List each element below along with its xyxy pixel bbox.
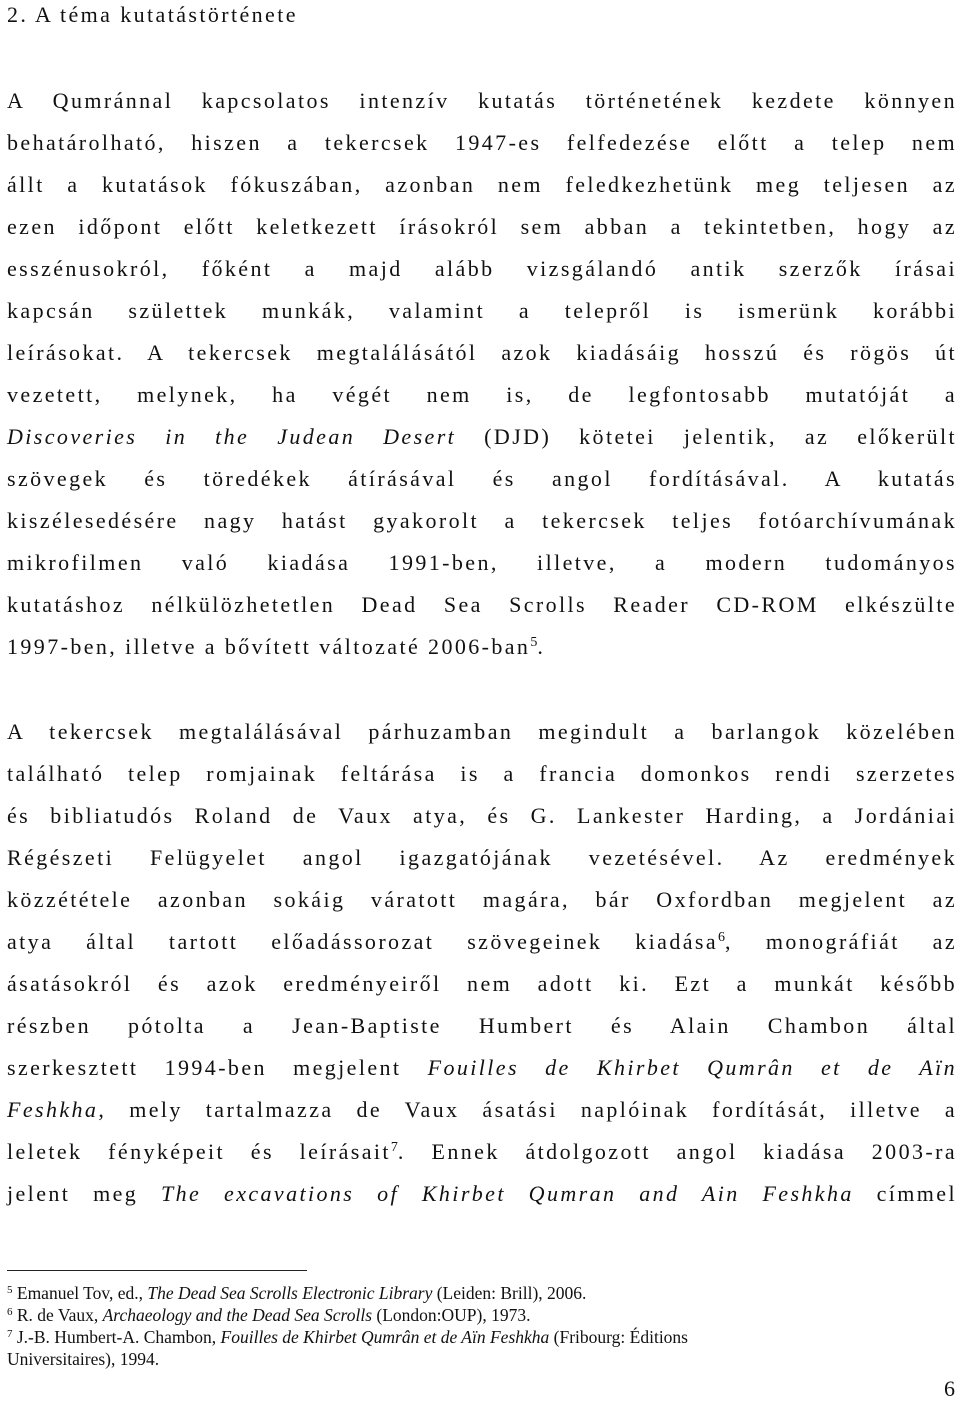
paragraph-2 bbox=[7, 711, 957, 1215]
text-run: szerkesztett 1994-ben megjelent bbox=[7, 1055, 428, 1080]
italic-title: Discoveries in the Judean Desert bbox=[7, 424, 457, 449]
text-line: mikrofilmen való kiadása 1991-ben, illetve, a modern tudományos bbox=[7, 550, 957, 575]
text-run: jelent meg bbox=[7, 1181, 161, 1206]
text-run: atya által tartott előadássorozat szövegeinek kiadása bbox=[7, 929, 719, 954]
text-line bbox=[7, 1089, 957, 1131]
text-run: (Leiden: Brill), 2006. bbox=[432, 1283, 587, 1303]
text-line: A Qumránnal kapcsolatos intenzív kutatás történetének kezdete könnyen bbox=[7, 88, 957, 113]
text-line bbox=[7, 626, 957, 668]
text-run: , mely tartalmazza de Vaux ásatási naplóinak fordítását, illetve a bbox=[98, 1097, 957, 1122]
text-run: (DJD) kötetei jelentik, az előkerült bbox=[456, 424, 957, 449]
text-line bbox=[7, 1047, 957, 1089]
italic-title: Feshkha bbox=[7, 1097, 99, 1122]
footnote-ref: 7 bbox=[390, 1140, 398, 1155]
text-line: található telep romjainak feltárása is a francia domonkos rendi szerzetes bbox=[7, 761, 957, 786]
text-line: esszénusokról, főként a majd alább vizsgálandó antik szerzők írásai bbox=[7, 256, 957, 281]
page-number: 6 bbox=[944, 1376, 955, 1401]
text-run: R. de Vaux, bbox=[12, 1305, 103, 1325]
text-line: részben pótolta a Jean-Baptiste Humbert és Alain Chambon által bbox=[7, 1013, 957, 1038]
text-run: (London:OUP), 1973. bbox=[372, 1305, 531, 1325]
footnote bbox=[7, 1326, 957, 1348]
footnote-number: 6 bbox=[7, 1306, 13, 1318]
text-line bbox=[7, 921, 957, 963]
text-line: leírásokat. A tekercsek megtalálásától azok kiadásáig hosszú és rögös út bbox=[7, 340, 957, 365]
text-run: . Ennek átdolgozott angol kiadása 2003-ra bbox=[397, 1139, 957, 1164]
text-line: közzététele azonban sokáig váratott magára, bár Oxfordban megjelent az bbox=[7, 887, 957, 912]
text-run: címmel bbox=[853, 1181, 957, 1206]
text-line: kapcsán születtek munkák, valamint a telepről is ismerünk korábbi bbox=[7, 298, 957, 323]
footnote-ref: 6 bbox=[718, 930, 726, 945]
footnote-ref: 5 bbox=[530, 635, 538, 650]
italic-title: The excavations of Khirbet Qumran and Ain Feshkha bbox=[161, 1181, 854, 1206]
footnotes bbox=[7, 1282, 957, 1370]
text-run: 1997-ben, illetve a bővített változaté 2006-ban bbox=[7, 634, 531, 659]
paragraph-1 bbox=[7, 80, 957, 668]
text-line: behatárolható, hiszen a tekercsek 1947-es felfedezése előtt a telep nem bbox=[7, 130, 957, 155]
text-line: ásatásokról és azok eredményeiről nem adott ki. Ezt a munkát később bbox=[7, 971, 957, 996]
text-run: leletek fényképeit és leírásait bbox=[7, 1139, 391, 1164]
text-line: és bibliatudós Roland de Vaux atya, és G. Lankester Harding, a Jordániai bbox=[7, 803, 957, 828]
text-run: . bbox=[537, 634, 546, 659]
italic-title: The Dead Sea Scrolls Electronic Library bbox=[147, 1283, 433, 1303]
italic-title: Archaeology and the Dead Sea Scrolls bbox=[102, 1305, 372, 1325]
text-run: Emanuel Tov, ed., bbox=[12, 1283, 148, 1303]
text-line: szövegek és töredékek átírásával és angol fordításával. A kutatás bbox=[7, 466, 957, 491]
text-run: , monográfiát az bbox=[725, 929, 957, 954]
italic-title: Fouilles de Khirbet Qumrân et de Aïn Feshkha bbox=[220, 1327, 550, 1347]
text-line bbox=[7, 1173, 957, 1215]
footnote-number: 7 bbox=[7, 1328, 13, 1340]
text-line: A tekercsek megtalálásával párhuzamban megindult a barlangok közelében bbox=[7, 719, 957, 744]
footnote-separator bbox=[7, 1270, 307, 1271]
text-line: Régészeti Felügyelet angol igazgatójának vezetésével. Az eredmények bbox=[7, 845, 957, 870]
italic-title: Fouilles de Khirbet Qumrân et de Aïn bbox=[427, 1055, 957, 1080]
footnote-continuation: Universitaires), 1994. bbox=[7, 1349, 160, 1369]
text-line: vezetett, melynek, ha végét nem is, de legfontosabb mutatóját a bbox=[7, 382, 957, 407]
footnote bbox=[7, 1282, 957, 1304]
text-line bbox=[7, 1131, 957, 1173]
text-line: ezen időpont előtt keletkezett írásokról sem abban a tekintetben, hogy az bbox=[7, 214, 957, 239]
text-line: kutatáshoz nélkülözhetetlen Dead Sea Scrolls Reader CD-ROM elkészülte bbox=[7, 592, 957, 617]
text-run: (Fribourg: Éditions bbox=[549, 1327, 688, 1347]
text-line: kiszélesedésére nagy hatást gyakorolt a tekercsek teljes fotóarchívumának bbox=[7, 508, 957, 533]
text-line: állt a kutatások fókuszában, azonban nem feledkezhetünk meg teljesen az bbox=[7, 172, 957, 197]
footnote bbox=[7, 1304, 957, 1326]
section-heading: 2. A téma kutatástörténete bbox=[7, 2, 298, 27]
footnote-number: 5 bbox=[7, 1284, 13, 1296]
text-run: J.-B. Humbert-A. Chambon, bbox=[12, 1327, 221, 1347]
text-line bbox=[7, 416, 957, 458]
